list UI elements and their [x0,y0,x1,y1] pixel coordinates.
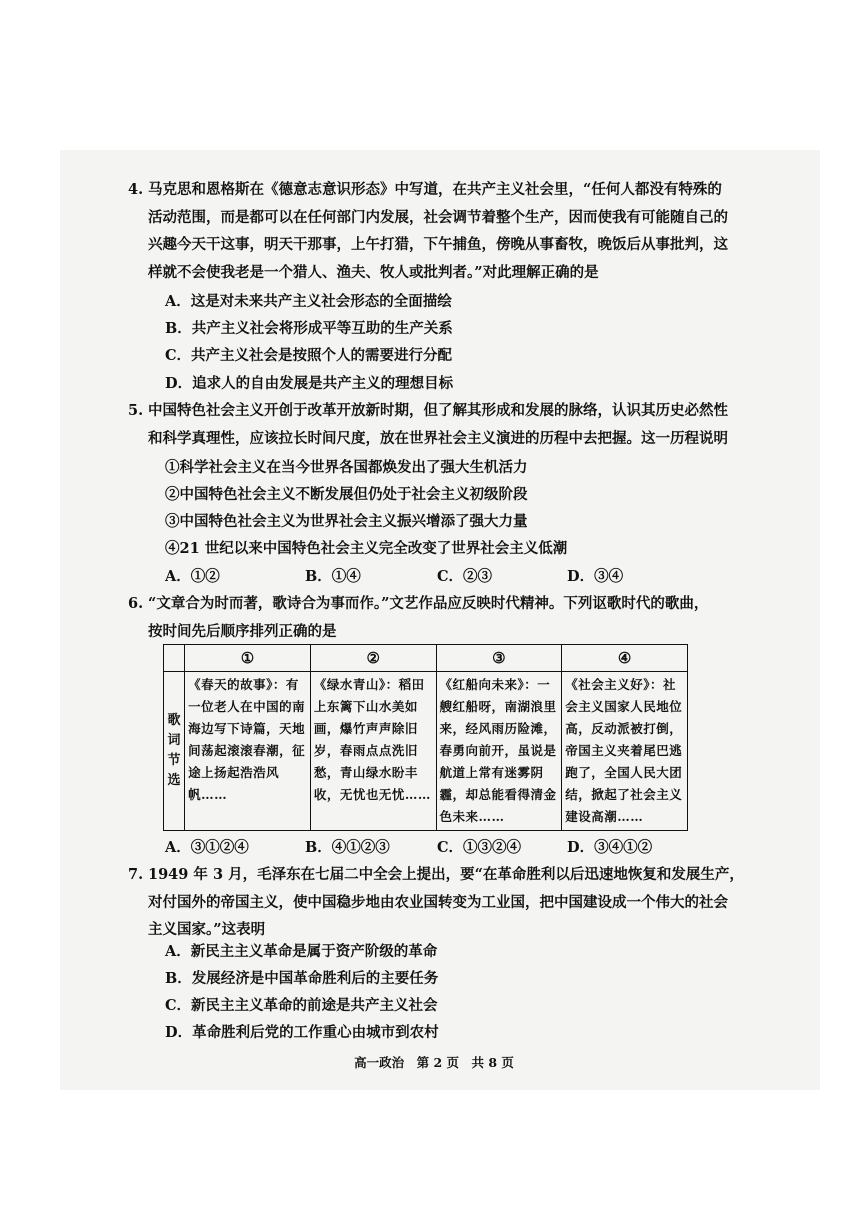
question-6 [128,590,709,645]
question-4 [128,176,728,286]
column-header: ② [310,645,436,672]
lyrics-cell: 《绿水青山》：稻田上东篱下山水美如画，爆竹声声除旧岁，春雨点点洗旧愁，青山绿水盼丰收，无忧也无忧…… [310,672,436,831]
question-text-line: 马克思和恩格斯在《德意志意识形态》中写道，在共产主义社会里，“任何人都没有特殊的 [148,181,722,198]
option-c: C．新民主主义革命的前途是共产主义社会 [165,997,438,1014]
question-text-line: 主义国家。”这表明 [148,921,266,938]
statement-1: ①科学社会主义在当今世界各国都焕发出了强大生机活力 [165,459,528,476]
lyrics-table [163,644,688,831]
statement-2: ②中国特色社会主义不断发展但仍处于社会主义初级阶段 [165,486,528,503]
question-number: 4. [128,181,144,198]
column-header: ① [185,645,311,672]
question-text-line: 对付国外的帝国主义，使中国稳步地由农业国转变为工业国，把中国建设成一个伟大的社会 [148,893,728,911]
option-b: B．共产主义社会将形成平等互助的生产关系 [165,320,453,337]
table-corner [164,645,185,672]
column-header: ③ [436,645,562,672]
option-c: C．共产主义社会是按照个人的需要进行分配 [165,347,453,364]
question-text-line: 按时间先后顺序排列正确的是 [148,622,337,640]
option-b: B．发展经济是中国革命胜利后的主要任务 [165,970,439,987]
question-number: 6. [128,595,144,612]
question-text-line: 中国特色社会主义开创于改革开放新时期，但了解其形成和发展的脉络，认识其历史必然性 [148,402,728,419]
option-b: B．①④ [305,568,361,585]
option-d: D．革命胜利后党的工作重心由城市到农村 [165,1024,439,1041]
option-d: D．③④①② [567,839,653,856]
option-c: C．②③ [437,568,493,585]
lyrics-cell: 《春天的故事》：有一位老人在中国的南海边写下诗篇，天地间荡起滚滚春潮，征途上扬起浩浩风帆…… [185,672,311,831]
statement-4: ④21 世纪以来中国特色社会主义完全改变了世界社会主义低潮 [165,540,568,557]
column-header: ④ [562,645,688,672]
option-a: A．③①②④ [165,839,249,856]
question-number: 7. [128,866,144,883]
option-a: A．这是对未来共产主义社会形态的全面描绘 [165,293,452,310]
lyrics-cell: 《社会主义好》：社会主义国家人民地位高，反动派被打倒，帝国主义夹着尾巴逃跑了，全国人民大团结，掀起了社会主义建设高潮…… [562,672,688,831]
question-5 [128,397,728,452]
question-text-line: 活动范围，而是都可以在任何部门内发展，社会调节着整个生产，因而使我有可能随自己的 [148,208,728,226]
option-b: B．④①②③ [305,839,390,856]
question-7 [128,861,744,944]
option-a: A．新民主主义革命是属于资产阶级的革命 [165,943,438,960]
question-number: 5. [128,402,144,419]
question-text-line: 1949 年 3 月，毛泽东在七届二中全会上提出，要“在革命胜利以后迅速地恢复和发展生产， [148,866,744,883]
question-text-line: 样就不会使我老是一个猎人、渔夫、牧人或批判者。”对此理解正确的是 [148,263,599,281]
table-header-row [164,645,688,672]
option-a: A．①② [165,568,220,585]
option-c: C．①③②④ [437,839,522,856]
row-label: 歌词节选 [164,672,185,831]
question-text-line: “文章合为时而著，歌诗合为事而作。”文艺作品应反映时代精神。下列讴歌时代的歌曲， [148,595,709,612]
statement-3: ③中国特色社会主义为世界社会主义振兴增添了强大力量 [165,513,528,530]
table-row [164,672,688,831]
question-text-line: 和科学真理性，应该拉长时间尺度，放在世界社会主义演进的历程中去把握。这一历程说明 [148,429,728,447]
question-text-line: 兴趣今天干这事，明天干那事，上午打猎，下午捕鱼，傍晚从事畜牧，晚饭后从事批判，这 [148,236,728,253]
option-d: D．③④ [567,568,624,585]
page-footer: 高一政治 第 2 页 共 8 页 [354,1055,514,1070]
option-d: D．追求人的自由发展是共产主义的理想目标 [165,375,454,392]
lyrics-cell: 《红船向未来》：一艘红船呀，南湖浪里来，经风雨历险滩，春勇向前开，虽说是航道上常有迷雾阴霾，却总能看得清金色未来…… [436,672,562,831]
